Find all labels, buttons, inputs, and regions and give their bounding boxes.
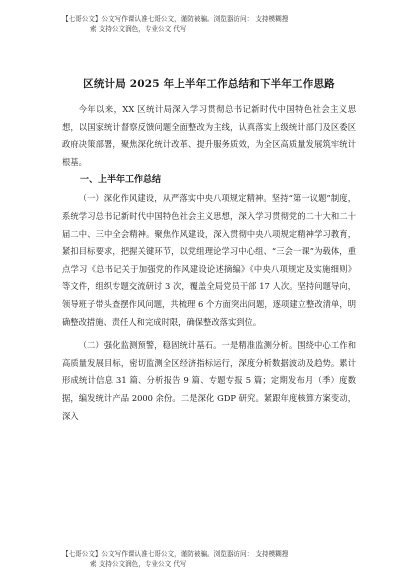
banner-line-1: 【七哥公文】公文写作课认准七哥公文，谨防被骗。浏览器访问： 支持模糊搜 bbox=[62, 15, 289, 23]
paragraph-2: （二）强化监测预警，稳固统计基石。一是精准监测分析。围绕中心工作和高质量发展目标，密切监测全区经济指标运行，深度分析数据波动及趋势。累计形成统计信息 31 篇、分析报告 9 篇、专题专报 5 篇；定期发布月（季）度数据，编发统计产品 2000 余份。二是深化 GDP 研究。紧跟年度核算方案变动，深入 bbox=[62, 340, 356, 421]
paragraph-1: （一）深化作风建设，从严落实中央八项规定精神。坚持“第一议题”制度，系统学习总书记新时代中国特色社会主义思想，深入学习贯彻党的二十大和二十届二中、三中全会精神。聚焦作风建设，深入贯彻中央八项规定精神学习教育，紧扣目标要求，把握关键环节，以党组理论学习中心组、“三会一课”为载体，重点学习《总书记关于加强党的作风建设论述摘编》《中央八项规定及实施细则》等文件，组织专题交流研讨 3 次，覆盖全局党员干部 17 人次。坚持问题导向，领导班子带头查摆作风问题，共梳理 6 个方面突出问题，逐项建立整改清单，明确整改措施、责任人和完成时限，确保整改落实到位。 bbox=[62, 193, 356, 327]
bottom-banner bbox=[62, 549, 362, 569]
document-body bbox=[62, 76, 356, 425]
banner-line-2: 索 支持公文润色，专业公文 代写 bbox=[90, 560, 187, 568]
document-title: 区统计局 2025 年上半年工作总结和下半年工作思路 bbox=[83, 78, 335, 90]
banner-line-1: 【七哥公文】公文写作课认准七哥公文，谨防被骗。浏览器访问： 支持模糊搜 bbox=[62, 550, 289, 558]
intro-paragraph: 今年以来，XX 区统计局深入学习贯彻总书记新时代中国特色社会主义思想，以国家统计督察反馈问题全面整改为主线，认真落实上级统计部门及区委区政府决策部署，聚焦深化统计改革、提升服务质效，为全区高质量发展筑牢统计根基。 bbox=[62, 104, 356, 167]
section-heading-1: 一、上半年工作总结 bbox=[80, 175, 162, 186]
top-banner bbox=[62, 14, 362, 34]
banner-line-2: 索 支持公文润色，专业公文 代写 bbox=[90, 25, 187, 33]
